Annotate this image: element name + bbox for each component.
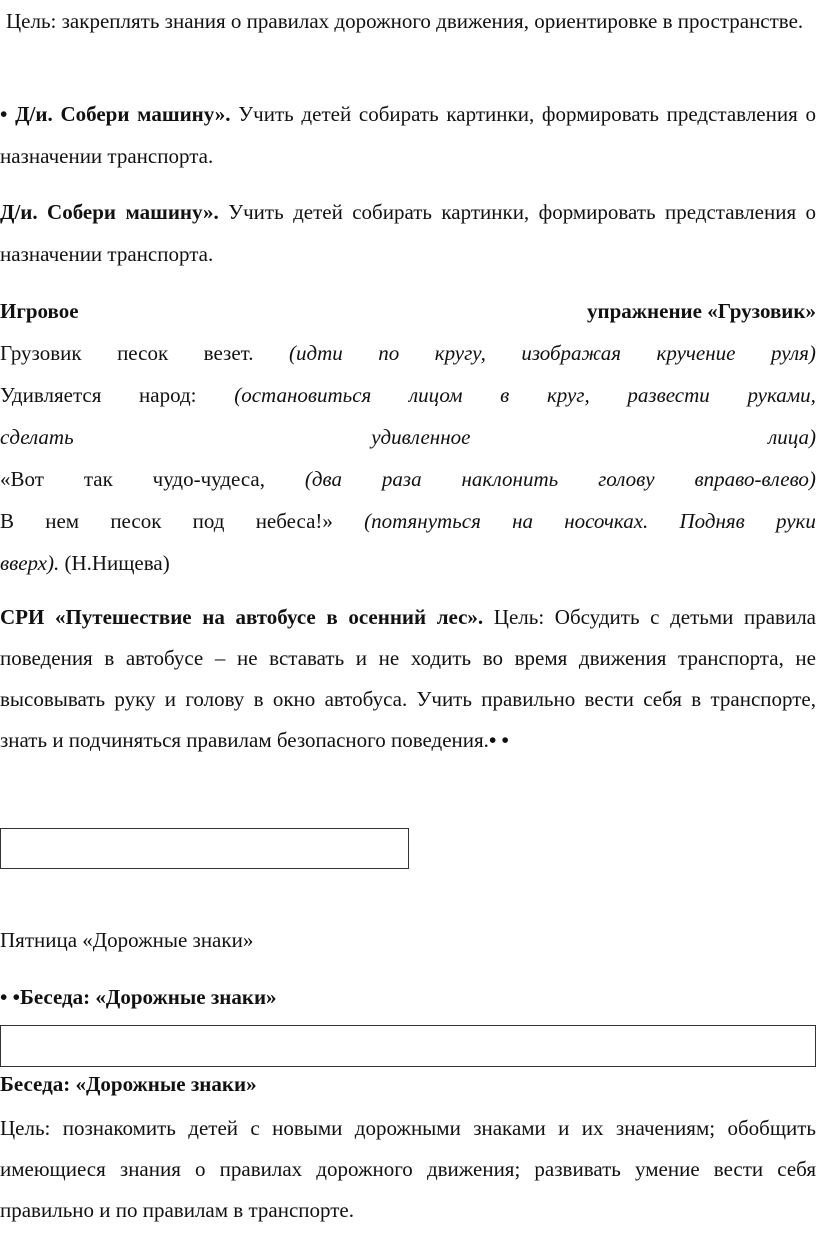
- word: Удивляется: [0, 383, 102, 407]
- word: нем: [45, 509, 80, 533]
- word: так: [83, 467, 113, 491]
- author-credit: (Н.Нищева): [64, 551, 170, 575]
- italic-word: голову: [598, 467, 655, 491]
- talk-heading-bulleted: [0, 981, 277, 1013]
- bullet-icon: •: [0, 102, 8, 126]
- exercise-heading: [0, 296, 816, 326]
- sri-text: Цель: Обсудить с детьми правила поведения в автобусе – не вставать и не ходить во время движения транспорта, не высовывать руку и голову в окно автобуса. Учить правильно вести себя в транспорте, знать и подчиняться правилам безопасного поведения.: [0, 605, 816, 752]
- exercise-heading-right: упражнение «Грузовик»: [587, 299, 816, 323]
- italic-word: развести: [627, 383, 710, 407]
- game-text: Учить детей собирать картинки, формировать представления о назначении транспорта.: [0, 200, 816, 266]
- word: песок: [110, 509, 162, 533]
- italic-word: лицом: [408, 383, 463, 407]
- game-paragraph-bulleted: [0, 93, 816, 177]
- word: чудо-чудеса,: [152, 467, 266, 491]
- game-text: Учить детей собирать картинки, формировать представления о назначении транспорта.: [0, 102, 816, 168]
- empty-text-box-wide: [0, 1025, 816, 1067]
- exercise-line-1: [0, 338, 816, 368]
- exercise-line-6: [0, 548, 170, 578]
- game-title: Д/и. Собери машину».: [15, 102, 231, 126]
- italic-word: изображая: [521, 341, 622, 365]
- goal-paragraph: [0, 0, 816, 42]
- sri-title: СРИ «Путешествие на автобусе в осенний лес».: [0, 605, 484, 629]
- exercise-line-3: [0, 422, 816, 452]
- word: песок: [117, 341, 169, 365]
- italic-word: (два: [304, 467, 342, 491]
- goal-label: Цель:: [6, 9, 57, 33]
- italic-word: раза: [381, 467, 422, 491]
- italic-word: кручение: [656, 341, 736, 365]
- italic-word: в: [500, 383, 510, 407]
- talk-title: Беседа: «Дорожные знаки»: [0, 1072, 257, 1096]
- italic-word: (остановиться: [234, 383, 372, 407]
- italic-word: руля): [770, 341, 816, 365]
- italic-word: лица): [768, 425, 816, 449]
- word: народ:: [139, 383, 197, 407]
- talk-title: Беседа: «Дорожные знаки»: [19, 985, 277, 1009]
- sri-paragraph: [0, 597, 816, 761]
- word: под: [192, 509, 225, 533]
- italic-word: удивленное: [371, 425, 471, 449]
- italic-word: сделать: [0, 425, 74, 449]
- word: везет.: [203, 341, 254, 365]
- italic-word: (идти: [288, 341, 343, 365]
- word: Грузовик: [0, 341, 82, 365]
- italic-word: Подняв: [679, 509, 745, 533]
- italic-word: наклонить: [461, 467, 559, 491]
- word: «Вот: [0, 467, 44, 491]
- talk-paragraph: Цель: познакомить детей с новыми дорожными знаками и их значениям; обобщить имеющиеся знания о правилах дорожного движения; развивать умение вести себя правильно и по правилам в транспорте.: [0, 1116, 816, 1222]
- italic-word: по: [378, 341, 400, 365]
- italic-word: кругу,: [434, 341, 486, 365]
- game-title: Д/и. Собери машину».: [0, 200, 219, 224]
- goal-text: закреплять знания о правилах дорожного движения, ориентировке в пространстве.: [61, 9, 804, 33]
- italic-word: руками,: [747, 383, 816, 407]
- italic-word: на: [512, 509, 533, 533]
- game-paragraph: [0, 191, 816, 275]
- italic-word: (потянуться: [364, 509, 481, 533]
- exercise-line-4: [0, 464, 816, 494]
- bullet-icons: • •: [0, 985, 20, 1009]
- italic-word: руки: [776, 509, 816, 533]
- italic-word: носочках.: [564, 509, 649, 533]
- bullet-icons: • •: [488, 728, 509, 752]
- italic-word: вверх).: [0, 551, 60, 575]
- word: небеса!»: [255, 509, 333, 533]
- empty-text-box: [0, 828, 409, 869]
- exercise-line-5: [0, 506, 816, 536]
- exercise-line-2: [0, 380, 816, 410]
- word: В: [0, 509, 15, 533]
- italic-word: круг,: [546, 383, 590, 407]
- exercise-heading-left: Игровое: [0, 299, 79, 323]
- italic-word: вправо-влево): [694, 467, 816, 491]
- friday-heading: Пятница «Дорожные знаки»: [0, 928, 254, 952]
